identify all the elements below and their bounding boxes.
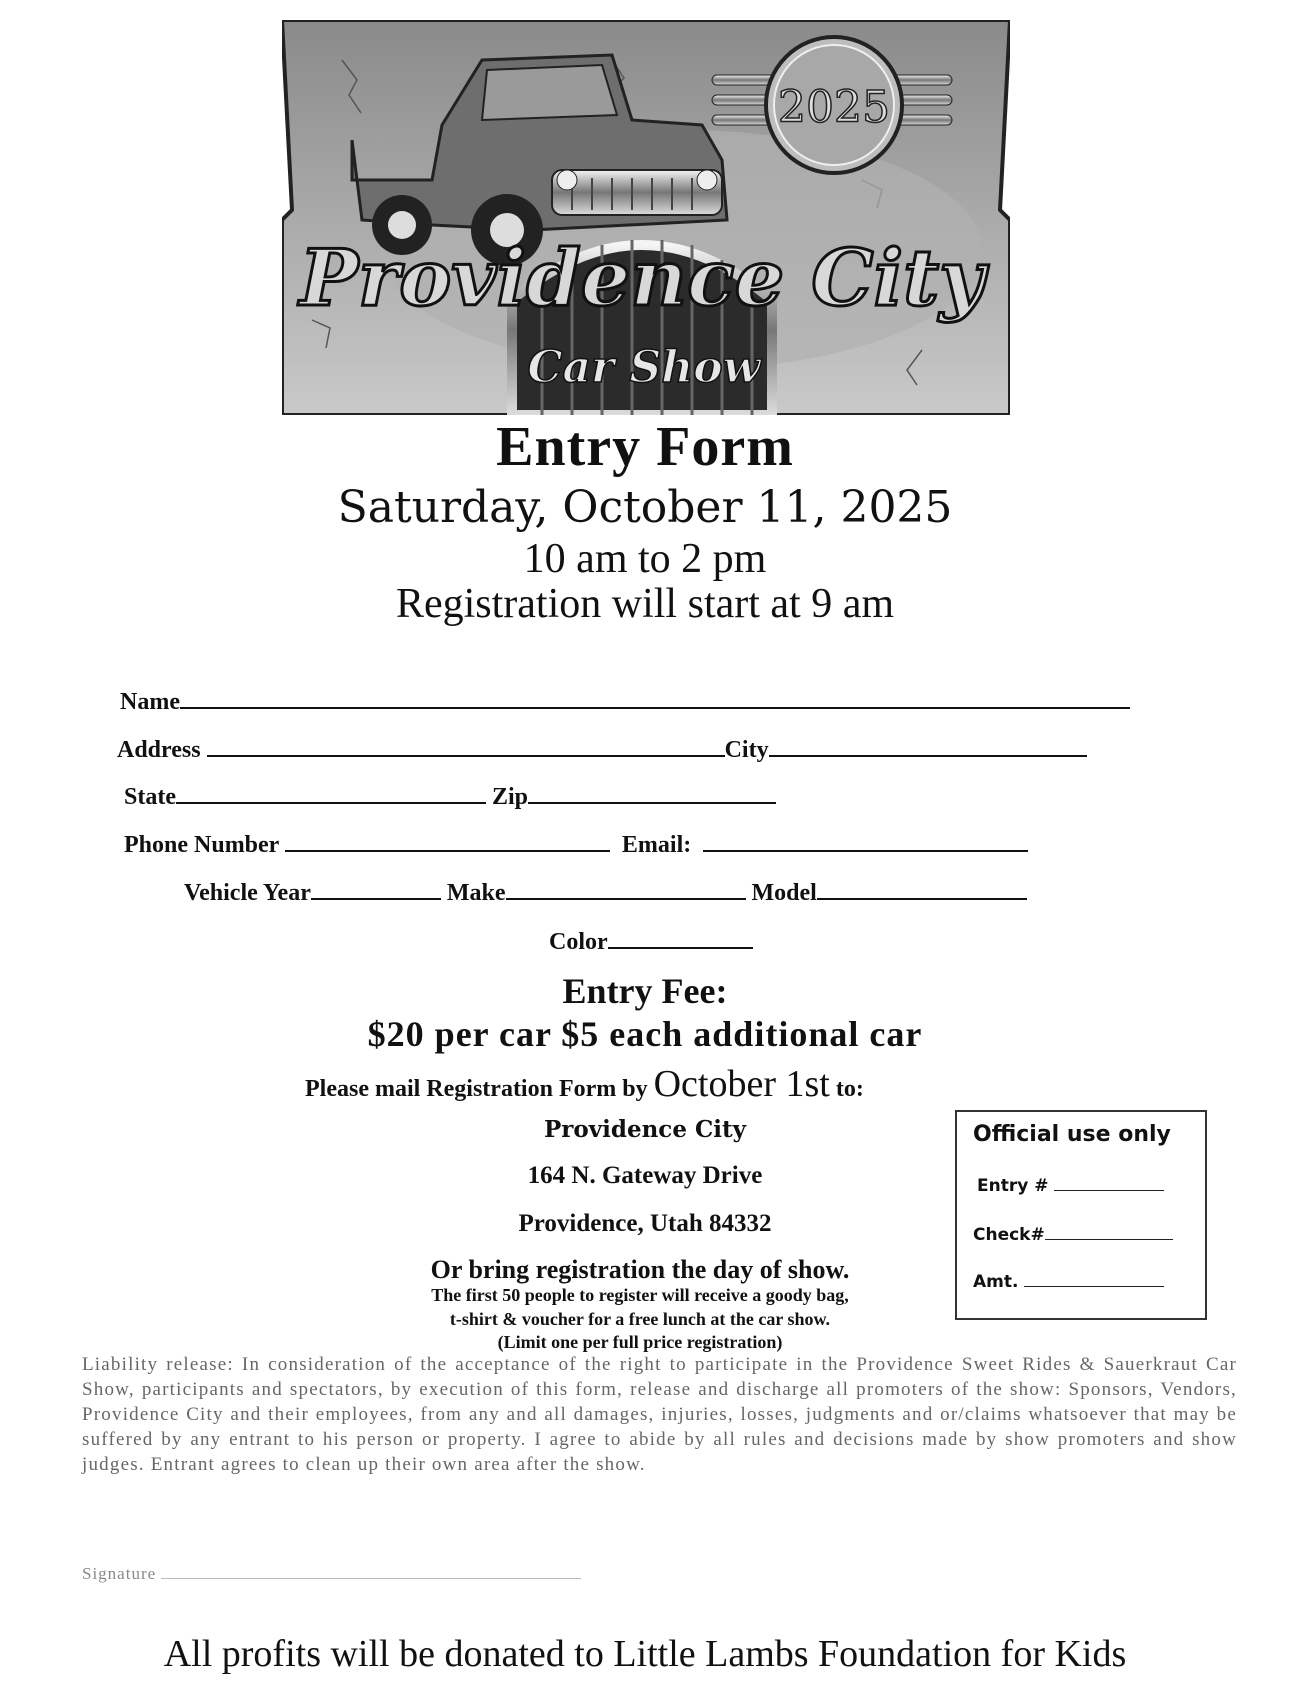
goody-bag-note: The first 50 people to register will receive a goody bag, (431, 1285, 849, 1305)
phone-label: Phone Number (124, 832, 279, 858)
mail-deadline: October 1st (653, 1063, 830, 1105)
bring-registration-note: Or bring registration the day of show. (430, 1255, 850, 1284)
vehicle-year-label: Vehicle Year (184, 880, 311, 906)
city-label: City (724, 737, 769, 763)
mail-suffix: to: (835, 1076, 864, 1102)
email-label: Email: (621, 832, 692, 858)
model-label: Model (751, 880, 817, 906)
amount-row[interactable] (973, 1272, 1164, 1292)
color-label: Color (549, 929, 608, 955)
check-number-row[interactable] (973, 1225, 1173, 1245)
vehicle-field[interactable] (184, 878, 1027, 907)
email-blank[interactable] (703, 830, 1028, 852)
official-use-box (955, 1110, 1207, 1320)
check-number-label: Check# (973, 1225, 1045, 1245)
state-blank[interactable] (176, 782, 486, 804)
phone-email-field[interactable] (124, 830, 1028, 859)
logo-year: 2025 (778, 82, 890, 133)
amount-label: Amt. (973, 1272, 1019, 1292)
signature-field[interactable] (82, 1564, 581, 1584)
state-label: State (124, 784, 176, 810)
signature-blank[interactable] (161, 1566, 581, 1579)
name-blank[interactable] (180, 687, 1130, 709)
mail-prefix: Please mail Registration Form by (305, 1076, 648, 1102)
official-title: Official use only (973, 1122, 1171, 1147)
entry-fee-title: Entry Fee: (562, 971, 728, 1011)
mail-org: Providence City (544, 1116, 746, 1143)
form-title: Entry Form (496, 416, 794, 478)
logo-subtitle: Car Show (527, 342, 761, 393)
check-number-blank[interactable] (1045, 1225, 1173, 1240)
event-time: 10 am to 2 pm (523, 536, 767, 582)
event-date: Saturday, October 11, 2025 (337, 482, 953, 533)
entry-number-label: Entry # (977, 1176, 1049, 1196)
name-field[interactable] (120, 687, 1130, 716)
zip-blank[interactable] (528, 782, 776, 804)
donation-footer: All profits will be donated to Little Lambs Foundation for Kids (163, 1633, 1127, 1675)
entry-fee-amount: $20 per car $5 each additional car (367, 1014, 923, 1054)
amount-blank[interactable] (1024, 1272, 1164, 1287)
entry-number-row[interactable] (977, 1176, 1164, 1196)
state-zip-field[interactable] (124, 782, 776, 811)
model-blank[interactable] (817, 878, 1027, 900)
name-label: Name (120, 689, 180, 715)
color-blank[interactable] (608, 927, 753, 949)
address-field[interactable] (117, 735, 1087, 764)
tshirt-voucher-note: t-shirt & voucher for a free lunch at the car show. (449, 1309, 831, 1329)
zip-label: Zip (491, 784, 529, 810)
city-blank[interactable] (769, 735, 1087, 757)
signature-label: Signature (82, 1564, 157, 1583)
color-field[interactable] (549, 927, 753, 956)
address-blank[interactable] (207, 735, 725, 757)
logo-title: Providence City (299, 233, 985, 324)
address-label: Address (117, 737, 201, 763)
liability-release: Liability release: In consideration of the acceptance of the right to participate in the Providence Sweet Rides & Sauerkraut Car Show, participants and spectators, by execution of this form, release and discharge all promoters of the show: Sponsors, Vendors, Providence City and their employees, from any and all damages, injuries, losses, judgments and or/claims whatsoever that may be suffered by any entrant to his person or property. I agree to abide by all rules and decisions made by show promoters and show judges. Entrant agrees to clean up their own area after the show. (82, 1354, 1237, 1475)
limit-note: (Limit one per full price registration) (497, 1332, 783, 1352)
make-blank[interactable] (506, 878, 746, 900)
registration-start: Registration will start at 9 am (395, 581, 895, 627)
mail-street: 164 N. Gateway Drive (527, 1162, 763, 1189)
mail-city-state-zip: Providence, Utah 84332 (518, 1210, 772, 1237)
vehicle-year-blank[interactable] (311, 878, 441, 900)
mail-instructions (305, 1062, 864, 1106)
make-label: Make (446, 880, 506, 906)
entry-number-blank[interactable] (1054, 1176, 1164, 1191)
phone-blank[interactable] (285, 830, 610, 852)
car-show-logo (282, 20, 1010, 415)
